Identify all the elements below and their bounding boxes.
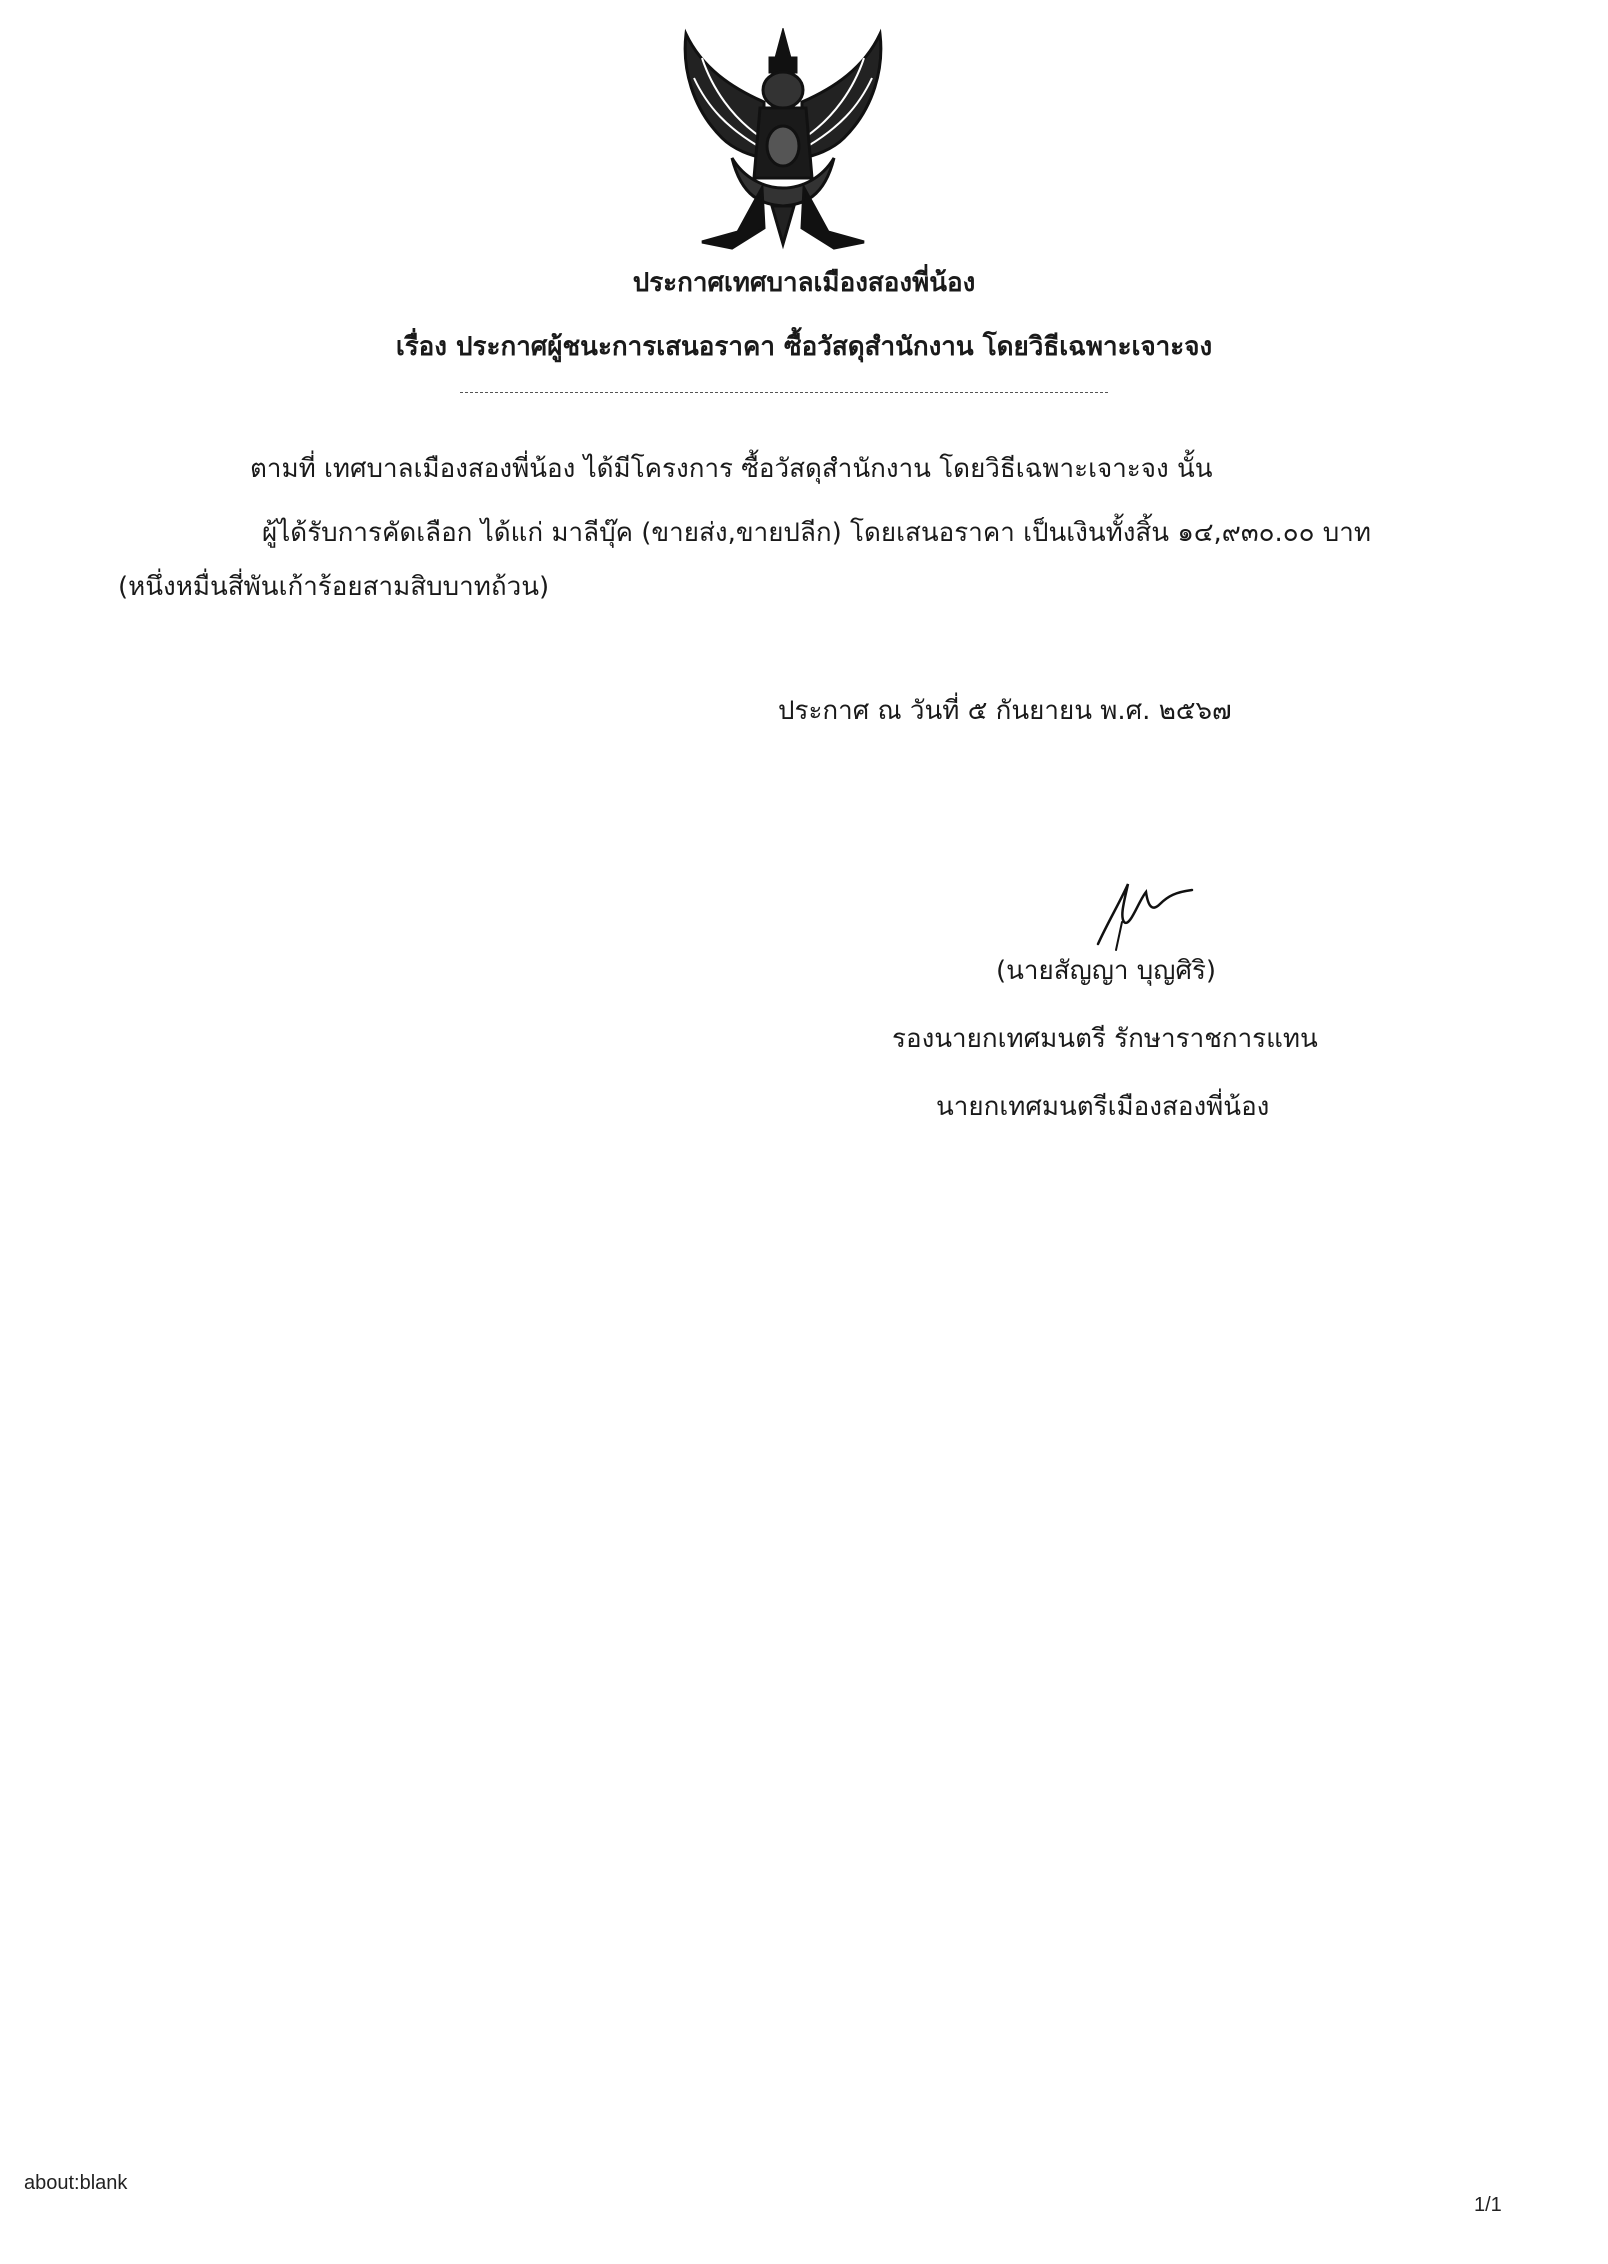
body-line-1: ตามที่ เทศบาลเมืองสองพี่น้อง ได้มีโครงการ ซื้อวัสดุสำนักงาน โดยวิธีเฉพาะเจาะจง นั้น: [250, 454, 1213, 484]
document-subject: เรื่อง ประกาศผู้ชนะการเสนอราคา ซื้อวัสดุสำนักงาน โดยวิธีเฉพาะเจาะจง: [395, 332, 1213, 362]
dashed-separator: [460, 392, 1108, 393]
footer-page-number: 1/1: [1474, 2194, 1502, 2216]
signer-name: (นายสัญญา บุญศิริ): [996, 956, 1217, 986]
footer-url: about:blank: [24, 2172, 128, 2194]
document-title: ประกาศเทศบาลเมืองสองพี่น้อง: [632, 268, 976, 298]
garuda-emblem-icon: [672, 28, 894, 254]
announcement-date: ประกาศ ณ วันที่ ๕ กันยายน พ.ศ. ๒๕๖๗: [778, 696, 1232, 726]
handwritten-signature-icon: [1094, 872, 1202, 952]
signer-position-1: รองนายกเทศมนตรี รักษาราชการแทน: [892, 1024, 1318, 1054]
body-line-3: (หนึ่งหมื่นสี่พันเก้าร้อยสามสิบบาทถ้วน): [118, 572, 550, 602]
signer-position-2: นายกเทศมนตรีเมืองสองพี่น้อง: [936, 1092, 1270, 1122]
body-line-2: ผู้ได้รับการคัดเลือก ได้แก่ มาลีบุ๊ค (ขายส่ง,ขายปลีก) โดยเสนอราคา เป็นเงินทั้งสิ้น ๑๔,๙๓๐.๐๐ บาท: [262, 518, 1371, 548]
